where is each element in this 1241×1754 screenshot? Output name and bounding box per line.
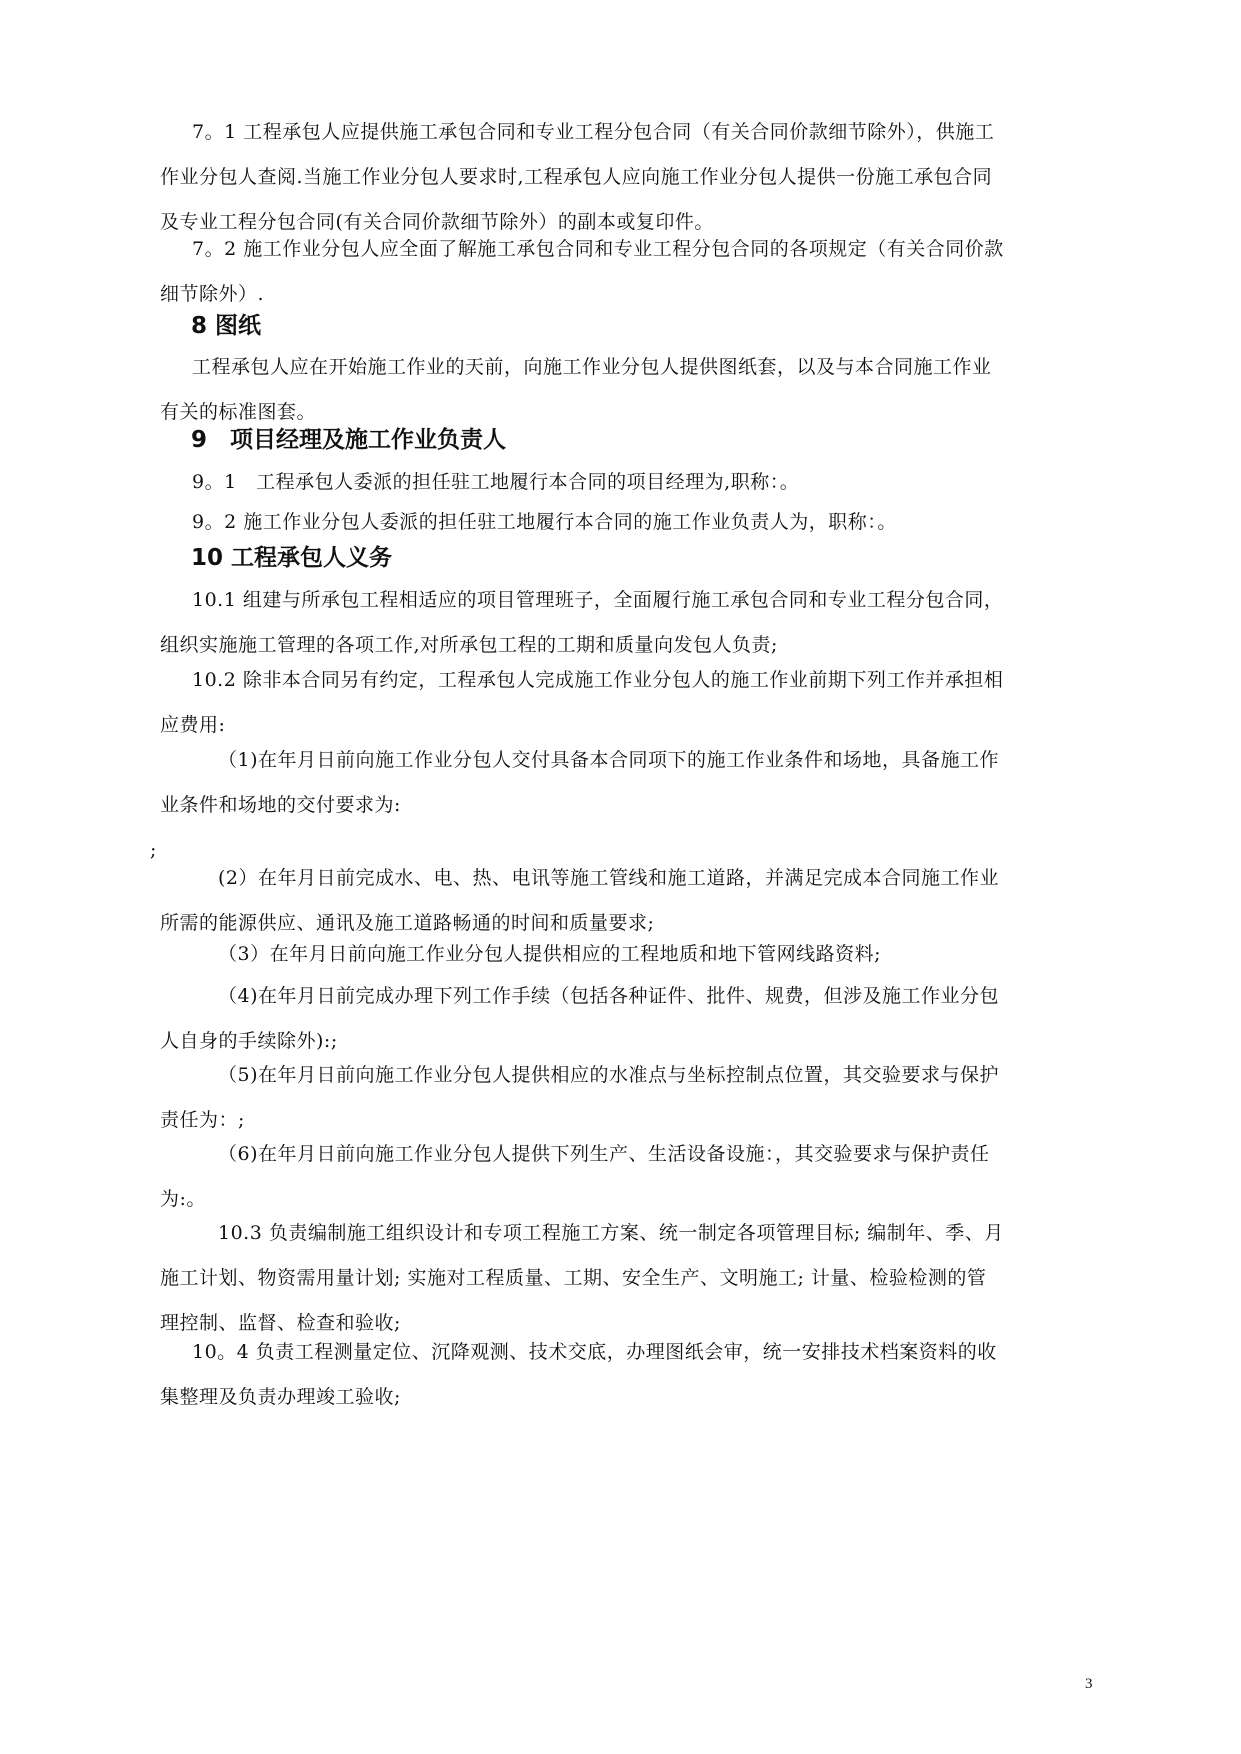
text-line: 集整理及负责办理竣工验收;: [160, 1386, 401, 1408]
section-heading-8: 8 图纸: [191, 313, 262, 339]
text-line: 10.1 组建与所承包工程相适应的项目管理班子，全面履行施工承包合同和专业工程分包合同，: [192, 589, 1004, 611]
text-line: 有关的标准图套。: [160, 401, 317, 423]
text-line: 工程承包人应在开始施工作业的天前，向施工作业分包人提供图纸套，以及与本合同施工作业: [192, 356, 992, 378]
text-line: (2）在年月日前完成水、电、热、电讯等施工管线和施工道路，并满足完成本合同施工作业: [218, 867, 1000, 889]
text-line: 9。2 施工作业分包人委派的担任驻工地履行本合同的施工作业负责人为，职称：。: [192, 511, 897, 533]
text-line: 细节除外）.: [160, 283, 265, 305]
text-line: 10。4 负责工程测量定位、沉降观测、技术交底，办理图纸会审，统一安排技术档案资料的收: [192, 1341, 997, 1363]
clause-10-2-4: [160, 974, 1095, 1064]
text-line: 人自身的手续除外):;: [160, 1030, 338, 1052]
text-line: 作业分包人查阅.当施工作业分包人要求时,工程承包人应向施工作业分包人提供一份施工承包合同: [160, 166, 993, 188]
clause-7-1: [160, 110, 1095, 245]
text-line: （5)在年月日前向施工作业分包人提供相应的水准点与坐标控制点位置，其交验要求与保护: [218, 1064, 1000, 1086]
clause-10-4: [160, 1330, 1095, 1420]
clause-9-1: [160, 460, 1095, 505]
text-line: 10.2 除非本合同另有约定，工程承包人完成施工作业分包人的施工作业前期下列工作并承担相: [192, 669, 1004, 691]
page-number: 3: [1085, 1676, 1093, 1692]
text-line: 10.3 负责编制施工组织设计和专项工程施工方案、统一制定各项管理目标; 编制年、季、月: [218, 1222, 1004, 1244]
clause-10-1: [160, 578, 1095, 668]
text-line: （3）在年月日前向施工作业分包人提供相应的工程地质和地下管网线路资料;: [218, 943, 881, 965]
text-line: 业条件和场地的交付要求为:: [160, 794, 401, 816]
section-heading-10: 10 工程承包人义务: [191, 545, 393, 571]
text-line: （1)在年月日前向施工作业分包人交付具备本合同项下的施工作业条件和场地，具备施工作: [218, 749, 1000, 771]
text-line: 7。1 工程承包人应提供施工承包合同和专业工程分包合同（有关合同价款细节除外），供施工: [192, 121, 995, 143]
clause-10-2-5: [160, 1053, 1095, 1143]
text-line: 7。2 施工作业分包人应全面了解施工承包合同和专业工程分包合同的各项规定（有关合同价款: [192, 238, 1004, 260]
clause-10-2-1: [150, 738, 1095, 873]
clause-10-2-3: [160, 932, 1095, 977]
text-line: 理控制、监督、检查和验收;: [160, 1312, 401, 1334]
text-line: 应费用:: [160, 714, 226, 736]
clause-10-3: [160, 1211, 1095, 1346]
text-line: 及专业工程分包合同(有关合同价款细节除外）的副本或复印件。: [160, 211, 714, 233]
text-line: 9。1 工程承包人委派的担任驻工地履行本合同的项目经理为,职称：。: [192, 471, 800, 493]
text-line: （6)在年月日前向施工作业分包人提供下列生产、生活设备设施：，其交验要求与保护责任: [218, 1143, 990, 1165]
text-line: 所需的能源供应、通讯及施工道路畅通的时间和质量要求;: [160, 912, 655, 934]
clause-10-2: [160, 658, 1095, 748]
text-line: ;: [150, 839, 157, 861]
text-line: 组织实施施工管理的各项工作,对所承包工程的工期和质量向发包人负责;: [160, 634, 778, 656]
text-line: 为:。: [160, 1188, 206, 1210]
text-line: （4)在年月日前完成办理下列工作手续（包括各种证件、批件、规费，但涉及施工作业分包: [218, 985, 1000, 1007]
clause-10-2-6: [160, 1132, 1095, 1222]
section-heading-9: 9 项目经理及施工作业负责人: [191, 427, 507, 453]
text-line: 责任为：;: [160, 1109, 245, 1131]
text-line: 施工计划、物资需用量计划; 实施对工程质量、工期、安全生产、文明施工; 计量、检验检测的管: [160, 1267, 987, 1289]
